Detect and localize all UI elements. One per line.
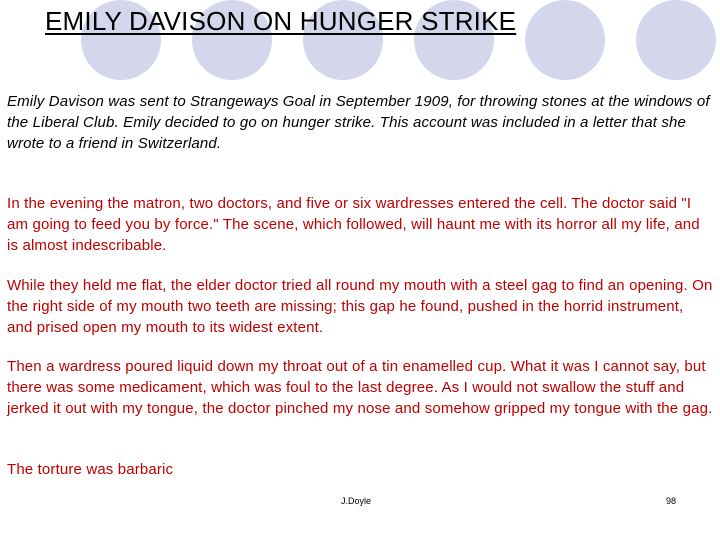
account-paragraph: The torture was barbaric: [7, 461, 174, 478]
slide-title: EMILY DAVISON ON HUNGER STRIKE: [45, 6, 517, 36]
page-number: 98: [666, 496, 677, 506]
decorative-circle: [525, 0, 605, 80]
decorative-circle: [636, 0, 716, 80]
account-paragraph: While they held me flat, the elder doctor tried all round my mouth with a steel gag to find an opening. On the right side of my mouth two teeth are missing; this gap he found, pushed in the horrid instrument, and prised open my mouth to its widest extent.: [7, 277, 713, 336]
account-paragraph: In the evening the matron, two doctors, and five or six wardresses entered the cell. The doctor said "I am going to feed you by force." The scene, which followed, will haunt me with its horror all my life, and is almost indescribable.: [7, 195, 700, 254]
intro-paragraph: Emily Davison was sent to Strangeways Goal in September 1909, for throwing stones at the windows of the Liberal Club. Emily decided to go on hunger strike. This account was included in a letter that she wrote to a friend in Switzerland.: [7, 93, 710, 152]
footer-author: J.Doyle: [341, 496, 372, 506]
account-paragraph: Then a wardress poured liquid down my throat out of a tin enamelled cup. What it was I cannot say, but there was some medicament, which was foul to the last degree. As I would not swallow the stuff and jerked it out with my tongue, the doctor pinched my nose and somehow gripped my tongue with the gag.: [7, 358, 713, 417]
